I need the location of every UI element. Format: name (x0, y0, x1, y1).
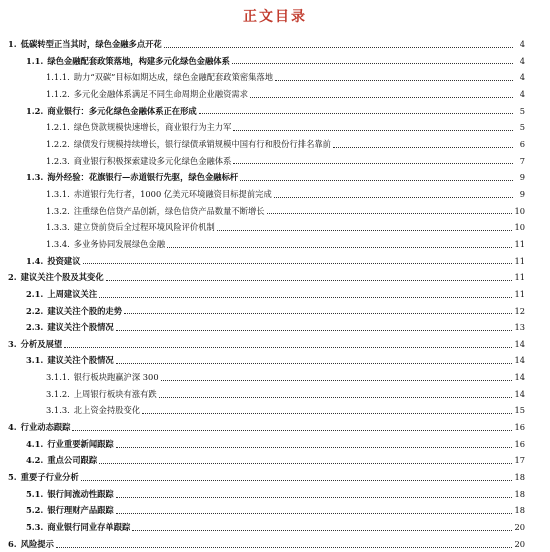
toc-entry-title: 建立贷前贷后全过程环境风险评价机制 (73, 222, 215, 233)
toc-list (4, 36, 525, 552)
toc-entry[interactable] (4, 369, 525, 386)
toc-entry-title: 助力“双碳”目标如期达成，绿色金融配套政策密集落地 (73, 72, 274, 83)
toc-entry-page-number: 17 (514, 455, 525, 466)
toc-entry-number: 4.1. (26, 438, 44, 449)
toc-dot-leader (64, 347, 512, 348)
toc-dot-leader (83, 263, 513, 264)
toc-entry-title: 重点公司跟踪 (47, 455, 98, 466)
toc-entry-title: 多元化金融体系满足不同生命周期企业融资需求 (73, 88, 248, 99)
toc-dot-leader (106, 280, 513, 281)
toc-dot-leader (116, 363, 513, 364)
toc-entry[interactable] (4, 286, 525, 303)
toc-dot-leader (267, 213, 513, 214)
toc-entry-title: 建议关注个股情况 (47, 355, 114, 366)
toc-dot-leader (250, 97, 513, 98)
toc-entry-page-number: 6 (519, 138, 525, 149)
toc-dot-leader (167, 247, 512, 248)
toc-entry-number: 2.3. (26, 322, 44, 333)
toc-entry-title: 上周建议关注 (47, 288, 98, 299)
toc-entry-title: 商业银行同业存单跟踪 (47, 522, 131, 533)
toc-entry-title: 绿色贷款规模快速增长，商业银行为主力军 (73, 122, 232, 133)
toc-entry-number: 1.3.3. (46, 222, 70, 233)
toc-dot-leader (240, 180, 513, 181)
toc-entry-number: 1.2.2. (46, 138, 70, 149)
toc-entry-page-number: 4 (519, 72, 525, 83)
toc-entry[interactable] (4, 452, 525, 469)
toc-entry-title: 建议关注个股的走势 (47, 305, 123, 316)
toc-entry-page-number: 10 (514, 205, 525, 216)
toc-entry[interactable] (4, 86, 525, 103)
toc-entry-number: 5. (8, 472, 17, 483)
toc-dot-leader (333, 147, 513, 148)
toc-dot-leader (99, 297, 512, 298)
toc-entry-page-number: 7 (519, 155, 525, 166)
toc-entry-number: 1.3.1. (46, 188, 70, 199)
toc-entry[interactable] (4, 352, 525, 369)
toc-entry-page-number: 11 (514, 238, 525, 249)
toc-entry[interactable] (4, 303, 525, 320)
toc-entry-number: 1.3.2. (46, 205, 70, 216)
toc-dot-leader (124, 313, 512, 314)
toc-entry-number: 1.3.4. (46, 238, 70, 249)
toc-dot-leader (116, 513, 513, 514)
toc-entry[interactable] (4, 502, 525, 519)
toc-entry-title: 分析及展望 (20, 338, 63, 349)
toc-entry-page-number: 18 (514, 488, 525, 499)
toc-dot-leader (56, 547, 513, 548)
toc-entry[interactable] (4, 536, 525, 552)
toc-entry-title: 商业银行：多元化绿色金融体系正在形成 (47, 105, 197, 116)
toc-entry-number: 2.1. (26, 288, 44, 299)
toc-entry-number: 1.2. (26, 105, 44, 116)
toc-entry-page-number: 12 (514, 305, 525, 316)
toc-dot-leader (275, 80, 513, 81)
toc-entry-page-number: 14 (514, 372, 525, 383)
toc-entry-title: 商业银行积极探索建设多元化绿色金融体系 (73, 155, 232, 166)
toc-dot-leader (159, 397, 513, 398)
toc-entry-number: 1.2.1. (46, 122, 70, 133)
toc-entry[interactable] (4, 486, 525, 503)
toc-entry-number: 3.1. (26, 355, 44, 366)
toc-entry-number: 3. (8, 338, 17, 349)
toc-dot-leader (274, 197, 513, 198)
toc-dot-leader (164, 47, 513, 48)
toc-entry-title: 海外经验：花旗银行—赤道银行先驱，绿色金融标杆 (47, 172, 239, 183)
toc-entry[interactable] (4, 136, 525, 153)
toc-entry-title: 行业重要新闻跟踪 (47, 438, 114, 449)
toc-entry[interactable] (4, 119, 525, 136)
toc-entry-title: 绿色金融配套政策落地，构建多元化绿色金融体系 (47, 55, 230, 66)
toc-entry[interactable] (4, 153, 525, 170)
toc-entry-page-number: 18 (514, 472, 525, 483)
toc-entry-title: 低碳转型正当其时，绿色金融多点开花 (20, 39, 162, 49)
toc-entry-title: 注重绿色信贷产品创新，绿色信贷产品数量不断增长 (73, 205, 265, 216)
toc-dot-leader (116, 447, 513, 448)
toc-entry-page-number: 15 (514, 405, 525, 416)
toc-entry-number: 3.1.2. (46, 388, 70, 399)
toc-dot-leader (217, 230, 513, 231)
toc-entry-page-number: 11 (514, 255, 525, 266)
toc-entry-page-number: 16 (514, 438, 525, 449)
toc-entry-number: 1. (8, 39, 17, 49)
toc-entry-title: 银行板块跑赢沪深 300 (73, 372, 159, 383)
toc-dot-leader (116, 330, 513, 331)
toc-entry-number: 5.2. (26, 505, 44, 516)
toc-entry-number: 5.3. (26, 522, 44, 533)
toc-entry-number: 1.4. (26, 255, 44, 266)
toc-entry[interactable] (4, 319, 525, 336)
toc-entry[interactable] (4, 519, 525, 536)
toc-entry-title: 重要子行业分析 (20, 472, 79, 483)
toc-entry[interactable] (4, 36, 525, 53)
toc-entry-page-number: 16 (514, 422, 525, 433)
toc-entry-page-number: 5 (519, 122, 525, 133)
toc-entry-number: 3.1.3. (46, 405, 70, 416)
toc-entry-title: 风险提示 (20, 538, 54, 549)
toc-entry[interactable] (4, 436, 525, 453)
toc-entry-number: 6. (8, 538, 17, 549)
toc-dot-leader (81, 480, 513, 481)
toc-entry[interactable] (4, 419, 525, 436)
toc-entry-page-number: 9 (519, 172, 525, 183)
toc-entry-page-number: 9 (519, 188, 525, 199)
toc-entry-page-number: 4 (519, 88, 525, 99)
toc-entry[interactable] (4, 219, 525, 236)
toc-entry[interactable] (4, 169, 525, 186)
toc-entry-number: 4.2. (26, 455, 44, 466)
toc-entry[interactable] (4, 103, 525, 120)
toc-entry[interactable] (4, 402, 525, 419)
toc-entry[interactable] (4, 53, 525, 70)
toc-entry-number: 1.1.1. (46, 72, 70, 83)
toc-dot-leader (161, 380, 513, 381)
toc-entry-page-number: 4 (519, 39, 525, 49)
toc-entry-page-number: 10 (514, 222, 525, 233)
toc-entry-page-number: 20 (514, 522, 525, 533)
toc-dot-leader (233, 130, 513, 131)
toc-entry[interactable] (4, 186, 525, 203)
toc-entry[interactable] (4, 203, 525, 220)
toc-entry-number: 4. (8, 422, 17, 433)
toc-entry[interactable] (4, 336, 525, 353)
toc-entry-title: 赤道银行先行者，1000 亿美元环境融资目标提前完成 (73, 188, 272, 199)
toc-entry-number: 1.3. (26, 172, 44, 183)
toc-dot-leader (199, 113, 513, 114)
toc-entry[interactable] (4, 69, 525, 86)
toc-entry-title: 多业务协同发展绿色金融 (73, 238, 166, 249)
toc-entry-title: 银行间流动性跟踪 (47, 488, 114, 499)
toc-entry[interactable] (4, 269, 525, 286)
toc-dot-leader (99, 463, 512, 464)
toc-entry-number: 5.1. (26, 488, 44, 499)
toc-entry-title: 银行理财产品跟踪 (47, 505, 114, 516)
toc-entry-page-number: 5 (519, 105, 525, 116)
toc-entry-page-number: 14 (514, 338, 525, 349)
toc-dot-leader (116, 497, 513, 498)
toc-dot-leader (142, 413, 512, 414)
toc-entry-title: 建议关注个股及其变化 (20, 272, 104, 283)
toc-entry-number: 1.1. (26, 55, 44, 66)
toc-entry[interactable] (4, 386, 525, 403)
toc-entry[interactable] (4, 469, 525, 486)
toc-entry-number: 1.1.2. (46, 88, 70, 99)
toc-entry[interactable] (4, 236, 525, 253)
toc-title: 正文目录 (243, 9, 307, 25)
toc-entry[interactable] (4, 253, 525, 270)
toc-entry-page-number: 14 (514, 388, 525, 399)
toc-entry-page-number: 14 (514, 355, 525, 366)
toc-entry-number: 2. (8, 272, 17, 283)
toc-entry-page-number: 11 (514, 288, 525, 299)
toc-entry-page-number: 4 (519, 55, 525, 66)
toc-entry-page-number: 11 (514, 272, 525, 283)
toc-entry-number: 1.2.3. (46, 155, 70, 166)
toc-entry-title: 绿债发行规模持续增长，银行绿债承销规模中国有行和股份行排名靠前 (73, 138, 331, 149)
toc-entry-page-number: 18 (514, 505, 525, 516)
toc-dot-leader (132, 530, 512, 531)
toc-dot-leader (232, 63, 513, 64)
toc-entry-number: 2.2. (26, 305, 44, 316)
toc-dot-leader (233, 163, 513, 164)
toc-entry-number: 3.1.1. (46, 372, 70, 383)
toc-entry-title: 北上资金持股变化 (73, 405, 141, 416)
toc-entry-title: 建议关注个股情况 (47, 322, 114, 333)
toc-entry-title: 行业动态跟踪 (20, 422, 71, 433)
toc-entry-page-number: 13 (514, 322, 525, 333)
toc-entry-title: 投资建议 (47, 255, 81, 266)
toc-entry-page-number: 20 (514, 538, 525, 549)
toc-dot-leader (72, 430, 512, 431)
toc-entry-title: 上周银行板块有涨有跌 (73, 388, 157, 399)
